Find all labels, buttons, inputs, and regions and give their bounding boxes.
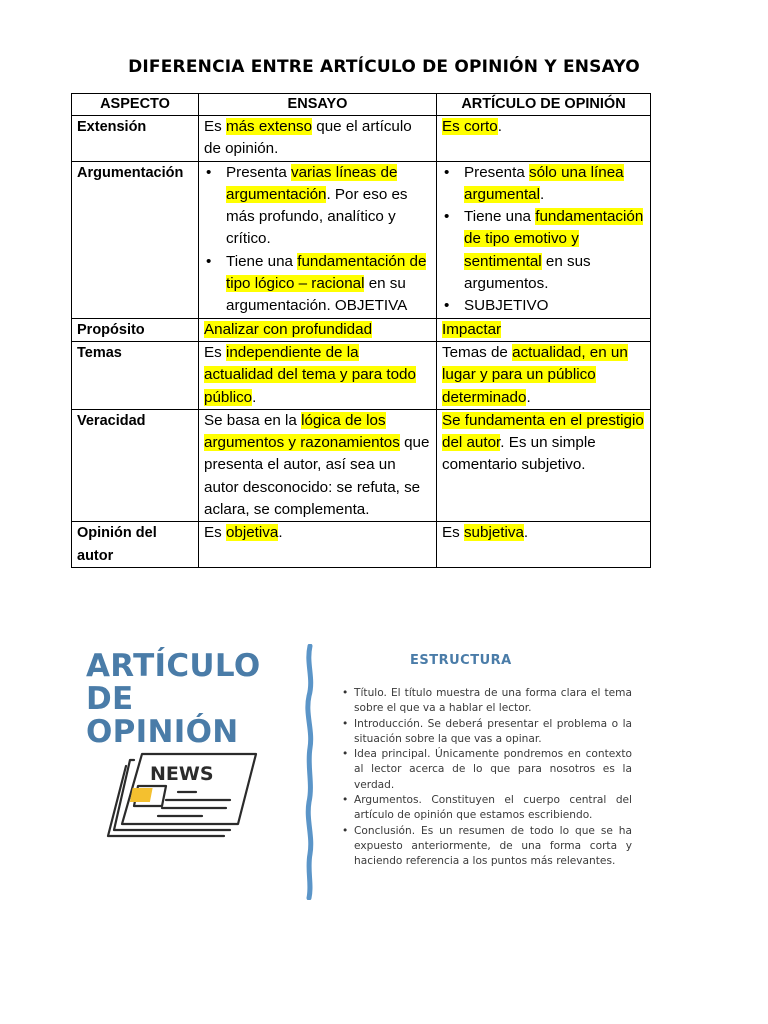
articulo-cell xyxy=(437,409,651,521)
cell-text: Se basa en la xyxy=(204,411,302,429)
list-item: • Conclusión. Es un resumen de todo lo que se ha expuesto anteriormente, de una forma corta y haciendo referencia a los puntos más relevantes. xyxy=(354,824,632,870)
cell-text: SUBJETIVO xyxy=(464,297,549,315)
divider-line xyxy=(300,644,320,900)
infographic xyxy=(86,636,634,898)
highlighted-text: Analizar con profundidad xyxy=(204,320,373,338)
table-row xyxy=(72,318,651,341)
news-label: NEWS xyxy=(150,763,214,785)
cell-text: que el artículo de opinión. xyxy=(204,118,412,158)
table-row xyxy=(72,341,651,409)
infographic-title-line1: ARTÍCULO DE xyxy=(86,648,261,717)
list-item xyxy=(226,251,431,318)
infographic-title xyxy=(86,650,296,749)
highlighted-text: Es corto xyxy=(442,118,498,135)
table-header-row xyxy=(72,94,651,116)
cell-text: . xyxy=(526,388,531,406)
highlighted-text: fundamentación de tipo lógico – racional xyxy=(226,252,427,293)
list-item xyxy=(464,295,645,317)
cell-text: . xyxy=(523,524,529,542)
cell-text: Presenta xyxy=(464,163,530,181)
list-item xyxy=(464,206,645,295)
cell-text: Es xyxy=(204,524,226,542)
highlighted-text: lógica de los argumentos y razonamientos xyxy=(204,411,400,452)
structure-title: ESTRUCTURA xyxy=(410,653,512,668)
ensayo-cell xyxy=(199,341,437,409)
table-row xyxy=(72,409,651,521)
ensayo-cell xyxy=(199,522,437,568)
list-item xyxy=(464,162,645,207)
ensayo-cell xyxy=(199,409,437,521)
cell-text: en sus argumentos. xyxy=(464,252,591,293)
bullet-list xyxy=(442,162,645,318)
bullet-list xyxy=(204,162,431,318)
aspect-cell: Opinión del autor xyxy=(72,522,199,568)
cell-text: Es xyxy=(442,524,464,542)
cell-text: Es xyxy=(204,343,226,361)
table-row xyxy=(72,116,651,162)
table-row xyxy=(72,522,651,568)
aspect-cell: Argumentación xyxy=(72,161,199,318)
aspect-cell: Veracidad xyxy=(72,409,199,521)
cell-text: Tiene una xyxy=(226,252,298,270)
cell-text: . xyxy=(497,118,502,135)
articulo-cell xyxy=(437,341,651,409)
newspaper-icon xyxy=(106,750,266,842)
articulo-cell xyxy=(437,522,651,568)
header-aspecto: ASPECTO xyxy=(72,94,199,116)
articulo-cell xyxy=(437,161,651,318)
cell-text: . Por eso es más profundo, analítico y crítico. xyxy=(226,185,408,248)
ensayo-cell xyxy=(199,161,437,318)
infographic-title-line2: OPINIÓN xyxy=(86,714,239,750)
highlighted-text: objetiva xyxy=(225,524,279,542)
highlighted-text: varias líneas de argumentación xyxy=(226,163,398,203)
cell-text: Temas de xyxy=(442,343,513,361)
cell-text: en su argumentación. OBJETIVA xyxy=(226,275,408,315)
highlighted-text: fundamentación de tipo emotivo y sentimental xyxy=(464,208,644,270)
highlighted-text: independiente de la actualidad del tema y para todo público xyxy=(204,343,416,406)
cell-text: . xyxy=(278,524,283,542)
highlighted-text: Impactar xyxy=(442,320,502,338)
highlighted-text: Se fundamenta en el prestigio del autor xyxy=(442,411,644,452)
highlighted-text: actualidad, en un lugar y para un público determinado xyxy=(442,343,628,406)
cell-text: Es xyxy=(204,118,226,135)
cell-text: . xyxy=(539,185,545,203)
highlighted-text: más extenso xyxy=(225,118,313,135)
comparison-table xyxy=(71,93,651,568)
list-item: • Idea principal. Únicamente pondremos en contexto al lector acerca de lo que para nosotros es la verdad. xyxy=(354,747,632,793)
cell-text: . xyxy=(252,388,257,406)
articulo-cell xyxy=(437,116,651,162)
header-ensayo: ENSAYO xyxy=(199,94,437,116)
cell-text: . Es un simple comentario subjetivo. xyxy=(442,434,596,474)
structure-list xyxy=(340,686,632,870)
list-item: • Introducción. Se deberá presentar el problema o la situación sobre la que vas a opinar. xyxy=(354,717,632,748)
highlighted-text: sólo una línea argumental xyxy=(464,163,624,203)
list-item xyxy=(226,162,431,251)
ensayo-cell xyxy=(199,116,437,162)
aspect-cell: Extensión xyxy=(72,116,199,162)
header-articulo: ARTÍCULO DE OPINIÓN xyxy=(437,94,651,116)
cell-text: Presenta xyxy=(226,163,292,181)
articulo-cell xyxy=(437,318,651,341)
aspect-cell: Propósito xyxy=(72,318,199,341)
document-title: DIFERENCIA ENTRE ARTÍCULO DE OPINIÓN Y ENSAYO xyxy=(128,57,640,77)
cell-text: Tiene una xyxy=(464,208,536,226)
ensayo-cell xyxy=(199,318,437,341)
aspect-cell: Temas xyxy=(72,341,199,409)
highlighted-text: subjetiva xyxy=(463,524,524,542)
cell-text: que presenta el autor, así sea un autor desconocido: se refuta, se aclara, se complementa. xyxy=(204,434,430,519)
table-row xyxy=(72,161,651,318)
list-item: • Título. El título muestra de una forma clara el tema sobre el que va a hablar el lector. xyxy=(354,686,632,717)
list-item: • Argumentos. Constituyen el cuerpo central del artículo de opinión que estamos escribiendo. xyxy=(354,793,632,824)
